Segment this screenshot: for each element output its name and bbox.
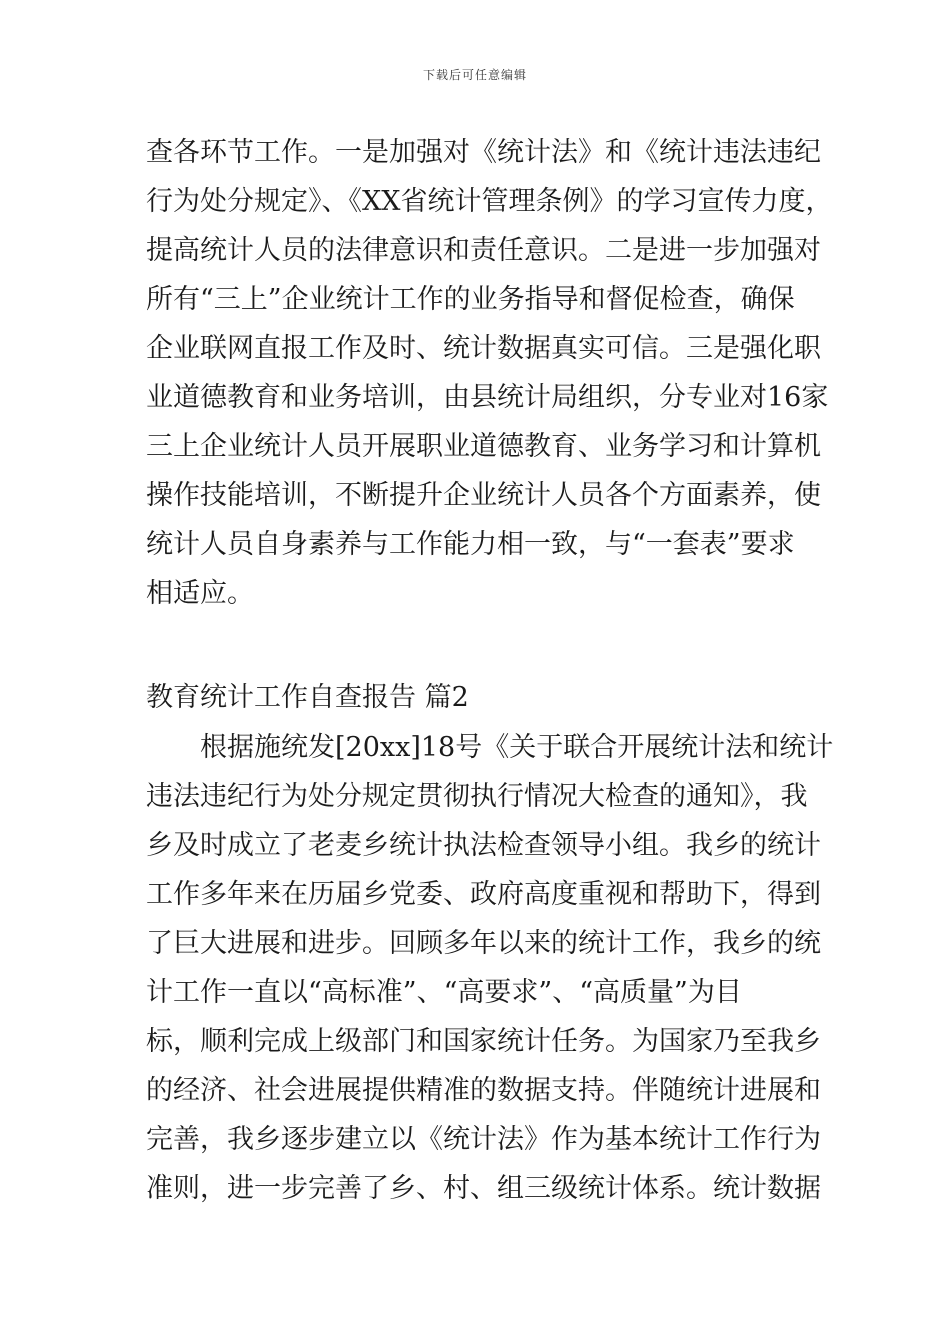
paragraph-line: 了巨大进展和进步。回顾多年以来的统计工作，我乡的统 bbox=[146, 928, 821, 959]
header-note: 下载后可任意编辑 bbox=[422, 68, 527, 82]
paragraph-line: 提高统计人员的法律意识和责任意识。二是进一步加强对 bbox=[146, 235, 821, 266]
paragraph-2 bbox=[146, 723, 834, 1213]
paragraph-line: 工作多年来在历届乡党委、政府高度重视和帮助下，得到 bbox=[146, 879, 821, 910]
paragraph-line: 三上企业统计人员开展职业道德教育、业务学习和计算机 bbox=[146, 431, 821, 462]
paragraph-line: 计工作一直以“高标准”、“高要求”、“高质量”为目 bbox=[146, 977, 742, 1008]
paragraph-line: 准则，进一步完善了乡、村、组三级统计体系。统计数据 bbox=[146, 1173, 821, 1204]
paragraph-line: 标，顺利完成上级部门和国家统计任务。为国家乃至我乡 bbox=[146, 1026, 821, 1057]
section-heading: 教育统计工作自查报告 篇2 bbox=[146, 682, 469, 713]
paragraph-line: 相适应。 bbox=[146, 578, 254, 609]
paragraph-line: 乡及时成立了老麦乡统计执法检查领导小组。我乡的统计 bbox=[146, 830, 821, 861]
paragraph-line: 业道德教育和业务培训，由县统计局组织，分专业对16家 bbox=[146, 382, 829, 413]
paragraph-line: 违法违纪行为处分规定贯彻执行情况大检查的通知》，我 bbox=[146, 781, 808, 812]
paragraph-line: 操作技能培训，不断提升企业统计人员各个方面素养，使 bbox=[146, 480, 821, 511]
paragraph-line: 完善，我乡逐步建立以《统计法》作为基本统计工作行为 bbox=[146, 1124, 821, 1155]
paragraph-line: 行为处分规定》、《XX省统计管理条例》的学习宣传力度， bbox=[146, 186, 833, 217]
paragraph-1 bbox=[146, 128, 833, 618]
paragraph-line: 统计人员自身素养与工作能力相一致，与“一套表”要求 bbox=[146, 529, 795, 560]
paragraph-line: 企业联网直报工作及时、统计数据真实可信。三是强化职 bbox=[146, 333, 821, 364]
paragraph-line: 所有“三上”企业统计工作的业务指导和督促检查，确保 bbox=[146, 284, 795, 315]
paragraph-line: 查各环节工作。一是加强对《统计法》和《统计违法违纪 bbox=[146, 137, 821, 168]
paragraph-line: 根据施统发[20xx]18号《关于联合开展统计法和统计 bbox=[200, 732, 834, 763]
paragraph-line: 的经济、社会进展提供精准的数据支持。伴随统计进展和 bbox=[146, 1075, 821, 1106]
